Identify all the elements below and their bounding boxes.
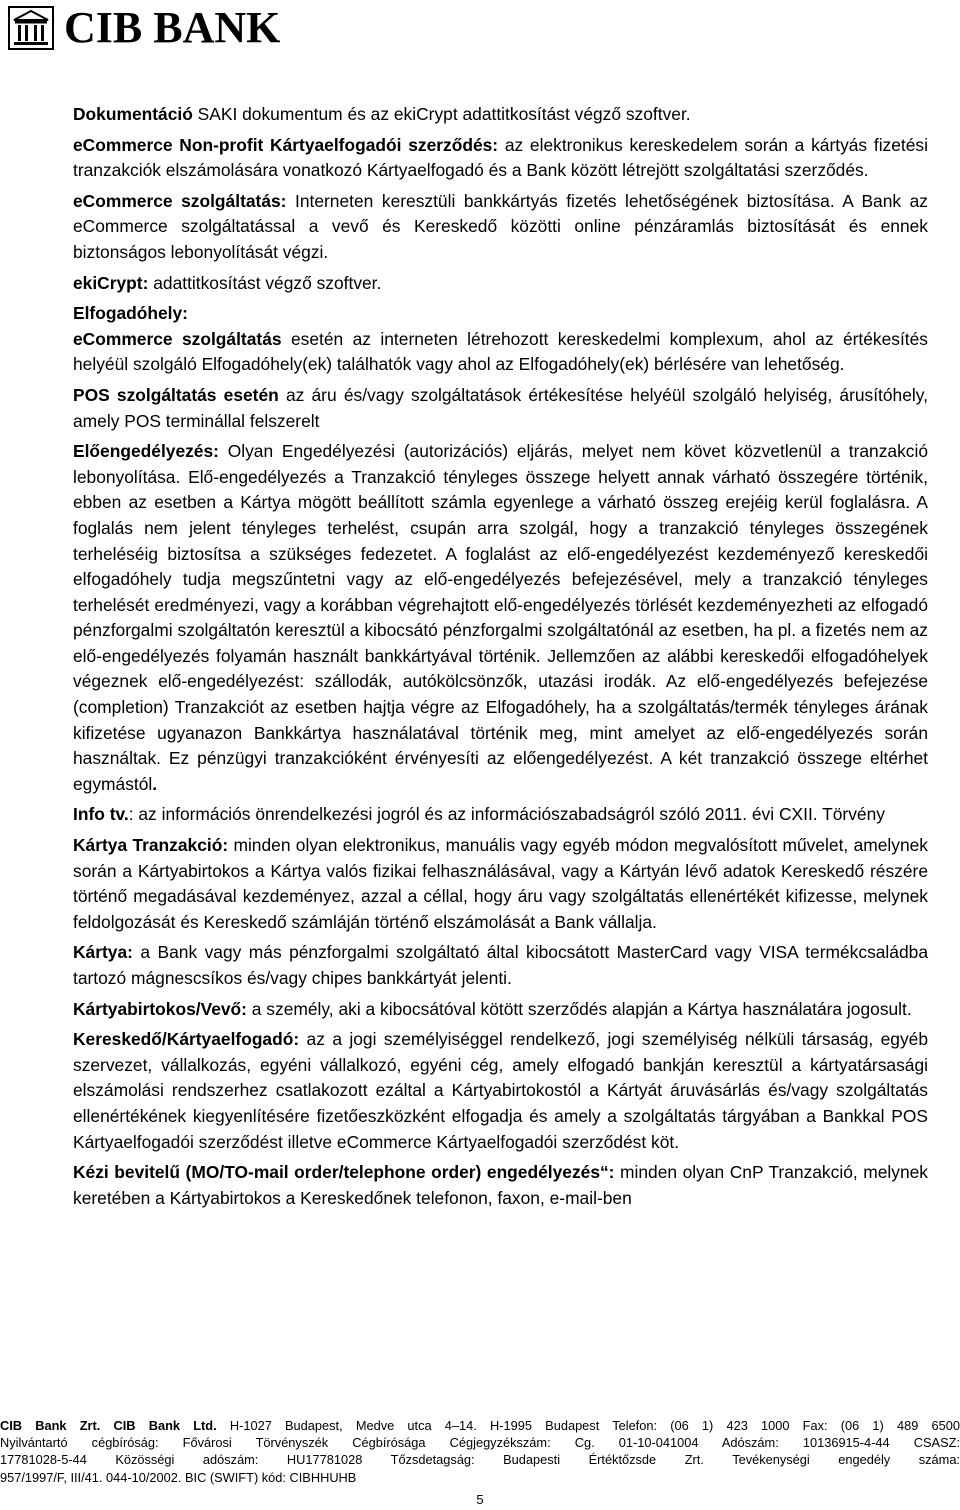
definition-preauthorization <box>73 439 928 797</box>
footer <box>0 1417 960 1486</box>
term: Kártya: <box>73 942 133 963</box>
definition-info-act <box>73 802 928 828</box>
footer-company: CIB Bank Zrt. CIB Bank Ltd. <box>0 1418 217 1433</box>
bank-building-icon <box>8 6 54 50</box>
definition-text: az a jogi személyiséggel rendelkező, jogi személyiség nélküli társaság, egyéb szervezet, vállalkozás, egyéni vállalkozó, egyéni cég, amely elfogadó bankján keresztül a kártyatársasági elszámolási rendszerhez csatlakozott ezáltal a Kártyabirtokostól a Kártyát áruvásárlás és/vagy szolgáltatás ellenértékének kiegyenlítésére fizetőeszközként elfogadja és amely a szolgáltatás tárgyában a Bankkal POS Kártyaelfogadói szerződést illetve eCommerce Kártyaelfogadói szerződést köt. <box>73 1029 928 1152</box>
definition-tail: . <box>152 773 158 794</box>
definition-cardholder <box>73 997 928 1023</box>
term: POS szolgáltatás esetén <box>73 384 279 405</box>
definition-card <box>73 940 928 991</box>
definition-ecommerce-acceptance <box>73 327 928 378</box>
page-number: 5 <box>476 1492 484 1507</box>
definition-ekicrypt <box>73 271 928 297</box>
term: Előengedélyezés: <box>73 441 219 462</box>
document-body <box>73 102 928 1211</box>
footer-line-license: 957/1997/F, III/41. 044-10/2002. BIC (SWIFT) kód: CIBHHUHB <box>0 1469 357 1485</box>
definition-text: SAKI dokumentum és az ekiCrypt adattitkosítást végző szoftver. <box>192 104 691 124</box>
definition-text: az elektronikus kereskedelem során a kártyás fizetési tranzakciók elszámolására vonatkozó Kártyaelfogadó és a Bank között létrejött szolgáltatási szerződés. <box>73 134 928 181</box>
definition-text: a személy, aki a kibocsátóval kötött szerződés alapján a Kártya használatára jogosult. <box>246 998 912 1019</box>
term: eCommerce Non-profit Kártyaelfogadói szerződés: <box>73 134 499 155</box>
term: Elfogadóhely: <box>73 303 188 324</box>
definition-text: az áru és/vagy szolgáltatások értékesítése helyéül szolgáló helyiség, árusítóhely, amely POS terminállal felszerelt <box>73 384 929 431</box>
header <box>8 4 280 52</box>
term: Kézi bevitelű (MO/TO-mail order/telephone order) engedélyezés“: <box>73 1162 615 1183</box>
definition-text: minden olyan CnP Tranzakció, melynek keretében a Kártyabirtokos a Kereskedőnek telefonon, faxon, e-mail-ben <box>73 1162 928 1208</box>
definition-text: : az információs önrendelkezési jogról és az információszabadságról szóló 2011. évi CXII. Törvény <box>128 804 885 825</box>
definition-text: minden olyan elektronikus, manuális vagy egyéb módon megvalósított művelet, amelynek során a Kártyabirtokos a Kártya valós fizikai felhasználásával, vagy a Kártyán lévő adatok Kereskedő részére történő megadásával kezdeményez, azzal a céllal, hogy áru vagy szolgáltatás ellenértékét kifizesse, melynek feldolgozását és Kereskedő számláján történő elszámolását a Bank vállalja. <box>73 835 928 932</box>
term: Kártya Tranzakció: <box>73 835 229 856</box>
definition-pos-acceptance <box>73 383 928 434</box>
definition-text: esetén az interneten létrehozott kereskedelmi komplexum, ahol az értékesítés helyéül szolgáló Elfogadóhely(ek) találhatók vagy ahol az Elfogadóhely(ek) bérlésére van lehetőség. <box>73 328 928 375</box>
definition-merchant <box>73 1027 928 1155</box>
definition-text: adattitkosítást végző szoftver. <box>148 272 382 293</box>
definition-ecommerce-service <box>73 189 928 266</box>
definition-text: Olyan Engedélyezési (autorizációs) eljárás, melyet nem követ közvetlenül a tranzakció lebonyolítása. Elő-engedélyezés a Tranzakció tényleges összege helyett annak várható összegére történik, ebben az esetben a Kártya mögött beállított számla egyenlege a várható összeg erejéig kerül foglalásra. A foglalás nem jelent tényleges terhelést, csupán arra szolgál, hogy a tranzakció tényleges összegének terheléséig biztosítsa a szükséges fedezetet. A foglalást az elő-engedélyezést kezdeményező kereskedői elfogadóhely tudja megszűntetni vagy az elő-engedélyezés befejezésével, mely a tranzakció tényleges terhelését eredményezi, vagy a korábban végrehajtott elő-engedélyezés törlését kezdeményezheti az elfogadó pénzforgalmi szolgáltatón keresztül a kibocsátó pénzforgalmi szolgáltatónál az esetben, ha pl. a fizetés nem az elő-engedélyezés folyamán használt bankkártyával történik. Jellemzően az alábbi kereskedői elfogadóhelyek végeznek elő-engedélyezést: szállodák, autókölcsönzők, utazási irodák. Az elő-engedélyezés befejezése (completion) Tranzakciót az esetben hajtja végre az Elfogadóhely, ha a szolgáltatás/termék tényleges árának kifizetése ugyanazon Bankkártya használatával történik meg, mint amelyet az elő-engedélyezés során használtak. Ez pénzügyi tranzakcióként érvényesíti az előengedélyezést. A két tranzakció összege eltérhet egymástól <box>73 441 928 794</box>
term: Kártyabirtokos/Vevő: <box>73 998 247 1019</box>
definition-documentation <box>73 102 928 128</box>
definition-text: Interneten keresztüli bankkártyás fizetés lehetőségének biztosítása. A Bank az eCommerce szolgáltatással a vevő és Kereskedő közötti online pénzáramlás biztosítását és ennek biztonságos lebonyolítását végzi. <box>73 190 928 262</box>
footer-line-tax: 17781028-5-44 Közösségi adószám: HU17781028 Tőzsdetagság: Budapesti Értéktőzsde Zrt. Tevékenységi engedély száma: <box>0 1452 960 1468</box>
term: eCommerce szolgáltatás <box>73 328 282 349</box>
term: Dokumentáció <box>73 104 193 124</box>
definition-text: a Bank vagy más pénzforgalmi szolgáltató által kibocsátott MasterCard vagy VISA termékcsaládba tartozó mágnescsíkos és/vagy chipes bankkártyát jelenti. <box>73 942 928 988</box>
footer-line-registry: Nyilvántartó cégbíróság: Fővárosi Törvényszék Cégbírósága Cégjegyzékszám: Cg. 01-10-041004 Adószám: 10136915-4-44 CSASZ: <box>0 1435 960 1451</box>
term: Kereskedő/Kártyaelfogadó: <box>73 1029 300 1050</box>
term: ekiCrypt: <box>73 272 149 293</box>
definition-ecommerce-contract <box>73 133 928 184</box>
term: eCommerce szolgáltatás: <box>73 190 287 211</box>
footer-address: H-1027 Budapest, Medve utca 4–14. H-1995 Budapest Telefon: (06 1) 423 1000 Fax: (06 1) 489 6500 <box>216 1418 960 1433</box>
footer-line-address <box>0 1417 960 1434</box>
term: Info tv. <box>73 804 129 825</box>
definition-moto-authorization <box>73 1160 928 1211</box>
bank-logo-text: CIB BANK <box>64 3 281 52</box>
definition-acceptance-point <box>73 301 928 327</box>
definition-card-transaction <box>73 833 928 935</box>
